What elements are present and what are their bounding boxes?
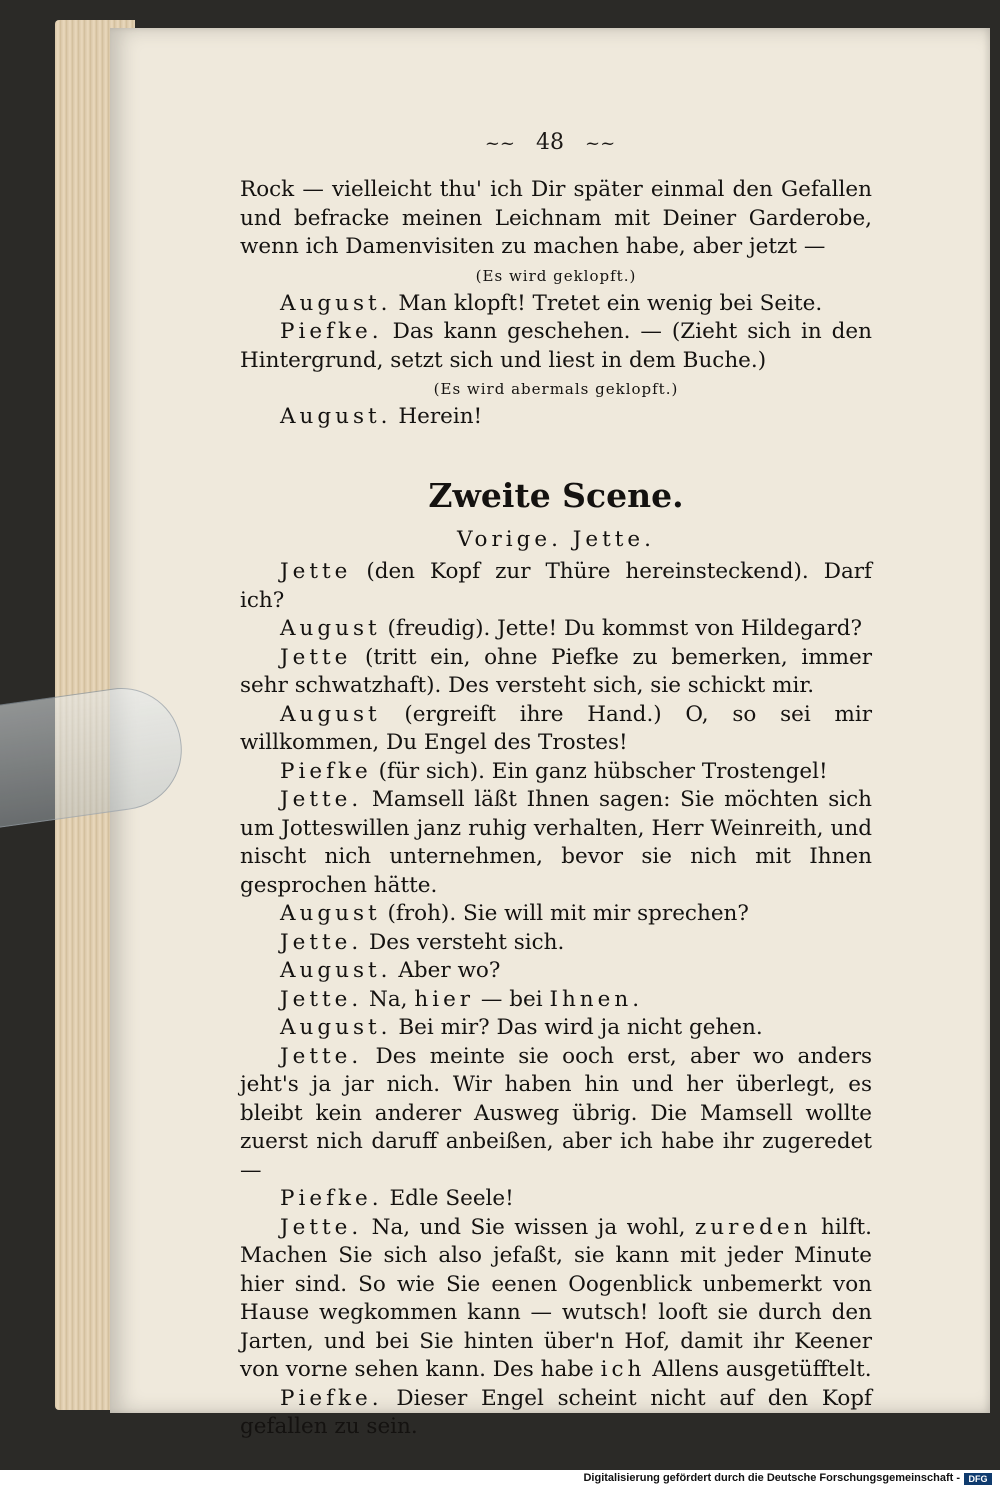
book-page (110, 28, 990, 1439)
emphasis: zureden (694, 1214, 812, 1240)
speaker: August. (280, 404, 392, 429)
scene-persons: Vorige. Jette. (457, 526, 655, 552)
line-text: Man klopft! Tretet ein wenig bei Seite. (398, 290, 823, 316)
speaker: Jette (280, 559, 352, 584)
dialogue-line (240, 1014, 872, 1043)
speaker: Jette. (280, 1214, 363, 1240)
speaker: Piefke. (280, 319, 383, 344)
speaker: August. (280, 290, 392, 316)
dialogue-line (240, 403, 872, 432)
speaker: Piefke (280, 758, 372, 784)
stage-direction: (Es wird abermals geklopft.) (433, 380, 679, 398)
dialogue-line (240, 986, 872, 1015)
speaker: Jette. (280, 929, 363, 955)
line-text: hilft. Machen Sie sich also jefaßt, sie kann mit jeder Minute hier sind. So wie Sie eenen Oogenblick unbemerkt von Hause wegkommen kann — wutsch! looft sie durch den Jarten, und bei Sie hinten über'n Hof, damit ihr Keener von vorne sehen kann. Des habe (240, 1214, 872, 1382)
dialogue-line (240, 1385, 872, 1442)
dialogue-line (240, 290, 872, 319)
line-text: Bei mir? Das wird ja nicht gehen. (398, 1015, 763, 1040)
dfg-logo: DFG (964, 1473, 992, 1485)
line-text: Mamsell läßt Ihnen sagen: Sie möchten sich um Jotteswillen janz ruhig verhalten, Herr Weinreith, und nischt nich unternehmen, bevor sie nich mit Ihnen gesprochen hätte. (240, 787, 872, 898)
stage-direction: (Es wird geklopft.) (475, 266, 637, 285)
dialogue-line (240, 1185, 872, 1214)
speaker: Jette. (280, 1043, 363, 1069)
digitization-credit: Digitalisierung gefördert durch die Deutsche Forschungsgemeinschaft - (583, 1472, 960, 1484)
line-text: (ergreift ihre Hand.) O, so sei mir willkommen, Du Engel des Trostes! (240, 701, 872, 755)
line-text: Des meinte sie ooch erst, aber wo anders jeht's ja jar nich. Wir haben hin und her überlegt, es bleibt kein anderer Ausweg übrig. Die Mamsell wollte zuerst nich daruff anbeißen, aber ich habe ihr zugeredet — (240, 1043, 872, 1183)
line-text: Des versteht sich. (369, 929, 565, 955)
line-text: Edle Seele! (389, 1186, 514, 1211)
dialogue-line (240, 957, 872, 986)
line-text: (den Kopf zur Thüre hereinsteckend). Darf ich? (240, 559, 872, 613)
line-text: Allens ausgetüfftelt. (652, 1357, 872, 1382)
emphasis: hier (414, 986, 475, 1012)
line-text: Dieser Engel scheint nicht auf den Kopf gefallen zu sein. (240, 1385, 872, 1439)
emphasis: Ihnen. (549, 986, 644, 1012)
flourish-left: ~~ (484, 133, 515, 154)
speaker: August. (280, 1015, 392, 1040)
line-text: Herein! (398, 404, 483, 429)
speaker: Jette. (280, 787, 363, 812)
page-text (240, 176, 872, 1442)
line-text: Na, und Sie wissen ja wohl, (371, 1214, 686, 1240)
dialogue-line (240, 786, 872, 900)
dialogue-line (240, 1214, 872, 1385)
speaker: Jette (280, 644, 352, 670)
dialogue-line (240, 615, 872, 644)
page-header (110, 130, 990, 155)
emphasis: ich (600, 1357, 646, 1382)
speaker: Piefke. (280, 1186, 383, 1211)
speaker: Jette. (280, 986, 363, 1012)
line-text: — bei (480, 986, 543, 1012)
line-text: (tritt ein, ohne Piefke zu bemerken, immer sehr schwatzhaft). Des versteht sich, sie schickt mir. (240, 644, 872, 698)
scene-title: Zweite Scene. (428, 475, 684, 515)
dialogue-line (240, 758, 872, 787)
paragraph: Rock — vielleicht thu' ich Dir später einmal den Gefallen und befracke meinen Leichnam mit Deiner Garderobe, wenn ich Damenvisiten zu machen habe, aber jetzt — (240, 177, 872, 259)
speaker: August. (280, 958, 392, 983)
dialogue-line (240, 701, 872, 758)
line-text: (froh). Sie will mit mir sprechen? (387, 901, 749, 926)
dialogue-line (240, 558, 872, 615)
dialogue-line (240, 929, 872, 958)
speaker: Piefke. (280, 1385, 383, 1411)
speaker: August (280, 701, 381, 727)
line-text: (für sich). Ein ganz hübscher Trostengel! (378, 758, 828, 784)
line-text: Das kann geschehen. — (Zieht sich in den Hintergrund, setzt sich und liest in dem Buche.) (240, 319, 872, 373)
line-text: Aber wo? (398, 958, 501, 983)
dialogue-line (240, 644, 872, 701)
speaker: August (280, 901, 381, 926)
dialogue-line (240, 900, 872, 929)
dialogue-line (240, 318, 872, 375)
flourish-right: ~~ (585, 133, 616, 154)
line-text: Na, (369, 986, 408, 1012)
speaker: August (280, 616, 381, 641)
page-number: 48 (536, 130, 564, 155)
dialogue-line (240, 1043, 872, 1186)
line-text: (freudig). Jette! Du kommst von Hildegard? (387, 616, 863, 641)
